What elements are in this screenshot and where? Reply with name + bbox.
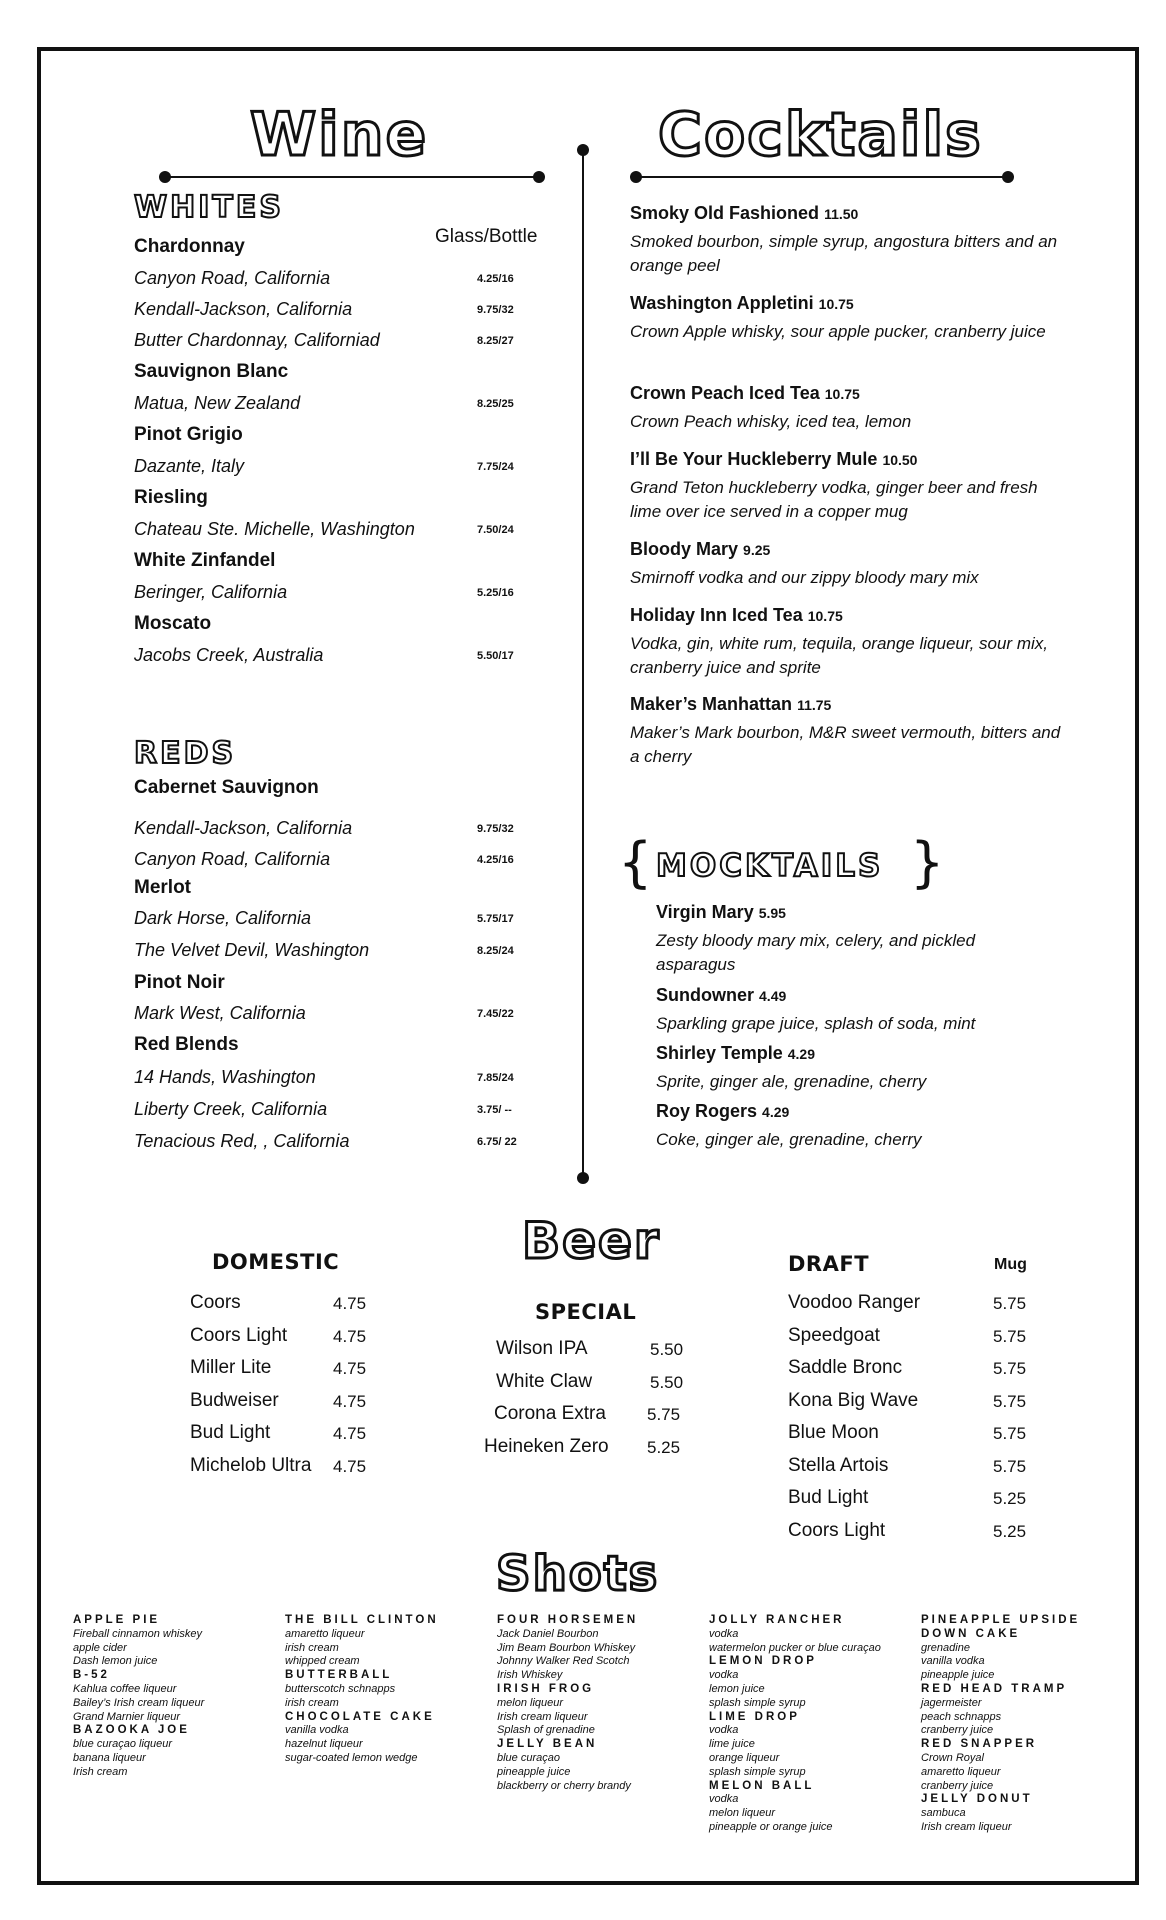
shot-name: RED SNAPPER	[921, 1738, 1038, 1751]
beer-price: 5.50	[650, 1372, 684, 1392]
mocktail-price: 5.95	[758, 905, 786, 921]
beer-price: 4.75	[333, 1456, 367, 1476]
right-brace-icon: }	[910, 831, 945, 894]
mocktail-description: Zesty bloody mary mix, celery, and pickled asparagus	[656, 931, 976, 974]
cocktail-price: 11.50	[824, 206, 859, 222]
shot-ingredient: sugar-coated lemon wedge	[285, 1751, 418, 1764]
mocktail-name	[656, 1043, 815, 1064]
beer-name: Coors Light	[788, 1519, 886, 1541]
wine-price: 7.50/24	[477, 524, 514, 536]
beer-price: 5.75	[993, 1456, 1027, 1476]
shot-ingredient: melon liqueur	[709, 1807, 776, 1820]
shot-ingredient: Irish cream liqueur	[921, 1820, 1012, 1833]
shot-ingredient: lime juice	[709, 1738, 755, 1751]
wine-producer: Chateau Ste. Michelle, Washington	[134, 519, 415, 539]
beer-name: Heineken Zero	[484, 1435, 609, 1457]
beer-price: 4.75	[333, 1326, 367, 1346]
wine-producer: Butter Chardonnay, Californiad	[134, 330, 380, 350]
mocktail-name	[656, 1101, 789, 1122]
beer-price: 5.75	[993, 1424, 1027, 1443]
mug-label: Mug	[994, 1256, 1027, 1273]
wine-producer: Jacobs Creek, Australia	[134, 645, 324, 665]
wine-producer: Beringer, California	[134, 582, 288, 602]
draft-heading: DRAFT	[788, 1252, 870, 1276]
wine-varietal: Moscato	[134, 613, 212, 634]
shot-ingredient: pineapple or orange juice	[709, 1820, 833, 1833]
shot-name: CHOCOLATE CAKE	[285, 1710, 435, 1723]
wine-producer: Canyon Road, California	[134, 849, 331, 869]
shot-ingredient: Crown Royal	[921, 1751, 984, 1764]
mocktails-heading: MOCKTAILS	[656, 848, 884, 884]
wine-varietal: Riesling	[134, 487, 208, 508]
wine-producer: Tenacious Red, , California	[134, 1131, 350, 1151]
cocktail-name-text: Maker’s Manhattan	[630, 694, 793, 714]
beer-name: Coors Light	[190, 1324, 288, 1346]
shot-ingredient: lemon juice	[709, 1682, 765, 1695]
cocktail-description: Crown Apple whisky, sour apple pucker, cranberry juice	[630, 322, 1046, 341]
shot-name: BUTTERBALL	[285, 1669, 393, 1682]
shot-ingredient: vanilla vodka	[921, 1655, 985, 1668]
shot-ingredient: Irish cream	[73, 1765, 128, 1778]
wine-producer: Kendall-Jackson, California	[134, 299, 353, 319]
beer-price: 5.75	[993, 1326, 1027, 1346]
cocktail-description: Smoked bourbon, simple syrup, angostura bitters and an orange peel	[630, 232, 1058, 275]
shot-ingredient: hazelnut liqueur	[285, 1738, 363, 1751]
shot-ingredient: whipped cream	[285, 1655, 360, 1668]
rule-end-dot	[630, 171, 642, 183]
cocktail-name	[630, 293, 854, 314]
shot-name: IRISH FROG	[497, 1682, 595, 1695]
wine-price: 8.25/25	[477, 398, 514, 410]
shot-name: LEMON DROP	[709, 1655, 817, 1668]
shot-ingredient: Johnny Walker Red Scotch	[497, 1655, 630, 1668]
beer-price: 5.75	[993, 1294, 1027, 1313]
wine-producer: Mark West, California	[134, 1003, 306, 1023]
shot-ingredient: irish cream	[285, 1696, 339, 1709]
beer-price: 5.25	[647, 1437, 681, 1457]
shot-ingredient: Fireball cinnamon whiskey	[73, 1627, 202, 1640]
wine-price: 4.25/16	[477, 854, 514, 866]
cocktail-price: 10.75	[807, 608, 843, 624]
divider-top-dot	[577, 144, 589, 156]
shots-column	[497, 1614, 702, 1793]
shot-name: JELLY DONUT	[921, 1793, 1033, 1806]
rule-end-dot	[159, 171, 171, 183]
wine-title-rule	[165, 176, 539, 178]
beer-price: 5.25	[993, 1489, 1027, 1508]
wine-price: 7.85/24	[477, 1072, 514, 1084]
wine-producer: The Velvet Devil, Washington	[134, 940, 370, 960]
shot-name: APPLE PIE	[73, 1614, 161, 1626]
beer-price: 5.75	[993, 1359, 1027, 1378]
shots-title: Shots	[496, 1546, 660, 1602]
wine-varietal: White Zinfandel	[134, 550, 276, 571]
shot-ingredient: banana liqueur	[73, 1751, 146, 1764]
shot-ingredient: Dash lemon juice	[73, 1655, 158, 1668]
shot-ingredient: blue curaçao liqueur	[73, 1738, 173, 1751]
whites-heading: WHITES	[134, 190, 284, 225]
wine-varietal: Merlot	[134, 877, 191, 898]
wine-varietal: Sauvignon Blanc	[134, 361, 289, 382]
beer-name: Corona Extra	[494, 1403, 606, 1424]
rule-end-dot	[1002, 171, 1014, 183]
beer-price: 4.75	[333, 1359, 367, 1378]
glass-bottle-label: Glass/Bottle	[435, 226, 538, 247]
wine-title: Wine	[250, 100, 429, 170]
cocktail-price: 9.25	[743, 542, 771, 558]
beer-name: Stella Artois	[788, 1454, 889, 1476]
shot-ingredient: pineapple juice	[921, 1669, 995, 1682]
beer-price: 5.75	[993, 1391, 1027, 1411]
shot-name: B-52	[73, 1669, 110, 1682]
shot-ingredient: cranberry juice	[921, 1779, 994, 1792]
cocktail-description: Vodka, gin, white rum, tequila, orange liqueur, sour mix, cranberry juice and sprite	[630, 634, 1048, 677]
shot-name: JELLY BEAN	[497, 1738, 598, 1751]
wine-price: 3.75/ --	[477, 1104, 512, 1116]
wine-varietal: Chardonnay	[134, 236, 245, 257]
shot-ingredient: vodka	[709, 1724, 739, 1737]
wine-producer: 14 Hands, Washington	[134, 1067, 316, 1087]
mocktail-description: Sparkling grape juice, splash of soda, mint	[656, 1014, 976, 1033]
wine-price: 8.25/27	[477, 335, 514, 347]
shot-ingredient: Jack Daniel Bourbon	[497, 1627, 599, 1640]
cocktail-name-text: Holiday Inn Iced Tea	[630, 605, 803, 625]
beer-price: 5.75	[647, 1405, 681, 1424]
shot-name: MELON BALL	[709, 1779, 815, 1792]
shot-ingredient: grenadine	[921, 1641, 970, 1654]
shots-column	[285, 1614, 490, 1766]
mocktail-name	[656, 985, 786, 1006]
shot-ingredient: amaretto liqueur	[285, 1627, 365, 1640]
beer-name: Coors	[190, 1292, 241, 1313]
wine-varietal: Red Blends	[134, 1034, 239, 1055]
wine-price: 8.25/24	[477, 945, 514, 957]
wine-price: 5.75/17	[477, 913, 514, 925]
shot-ingredient: splash simple syrup	[709, 1765, 806, 1778]
mocktail-price: 4.29	[762, 1104, 790, 1120]
mocktail-name-text: Shirley Temple	[656, 1043, 783, 1063]
shot-ingredient: Bailey’s Irish cream liqueur	[73, 1696, 205, 1709]
shot-name: RED HEAD TRAMP	[921, 1682, 1068, 1695]
divider-bottom-dot	[577, 1172, 589, 1184]
shots-column	[921, 1614, 1126, 1835]
beer-price: 4.75	[333, 1294, 367, 1313]
shot-ingredient: orange liqueur	[709, 1751, 780, 1764]
wine-price: 5.25/16	[477, 587, 514, 599]
shot-ingredient: vodka	[709, 1627, 739, 1640]
shot-ingredient: pineapple juice	[497, 1765, 571, 1778]
beer-name: Saddle Bronc	[788, 1357, 903, 1378]
rule-end-dot	[533, 171, 545, 183]
shot-ingredient: amaretto liqueur	[921, 1765, 1001, 1778]
beer-title: Beer	[522, 1212, 661, 1270]
shot-ingredient: watermelon pucker or blue curaçao	[709, 1641, 881, 1654]
shot-ingredient: cranberry juice	[921, 1724, 994, 1737]
cocktail-name	[630, 694, 831, 715]
beer-price: 4.75	[333, 1391, 367, 1411]
reds-heading: REDS	[134, 736, 237, 771]
shot-name: BAZOOKA JOE	[73, 1724, 190, 1737]
mocktail-description: Coke, ginger ale, grenadine, cherry	[656, 1130, 922, 1149]
shot-name: FOUR HORSEMEN	[497, 1614, 639, 1626]
center-divider	[582, 150, 584, 1180]
cocktails-title-rule	[636, 176, 1008, 178]
shot-ingredient: Kahlua coffee liqueur	[73, 1682, 177, 1695]
cocktail-price: 11.75	[797, 697, 832, 713]
domestic-heading: DOMESTIC	[212, 1250, 340, 1274]
beer-name: Speedgoat	[788, 1324, 880, 1346]
shot-ingredient: Jim Beam Bourbon Whiskey	[497, 1641, 636, 1654]
wine-price: 7.45/22	[477, 1008, 514, 1020]
wine-price: 9.75/32	[477, 304, 514, 316]
beer-name: Blue Moon	[788, 1422, 879, 1443]
wine-varietal: Cabernet Sauvignon	[134, 777, 319, 798]
beer-name: Miller Lite	[190, 1357, 272, 1378]
cocktail-name	[630, 449, 917, 470]
wine-price: 6.75/ 22	[477, 1136, 517, 1148]
shot-ingredient: Splash of grenadine	[497, 1724, 595, 1737]
cocktail-name-text: Bloody Mary	[630, 539, 739, 559]
beer-name: Michelob Ultra	[190, 1454, 312, 1476]
shot-ingredient: melon liqueur	[497, 1696, 564, 1709]
wine-producer: Kendall-Jackson, California	[134, 818, 353, 838]
wine-price: 4.25/16	[477, 273, 514, 285]
cocktail-name-text: Smoky Old Fashioned	[630, 203, 820, 223]
cocktail-description: Smirnoff vodka and our zippy bloody mary mix	[630, 568, 979, 587]
shot-name: PINEAPPLE UPSIDE DOWN CAKE	[921, 1614, 1081, 1640]
cocktail-name	[630, 539, 770, 560]
cocktail-name-text: Washington Appletini	[630, 293, 814, 313]
cocktail-description: Crown Peach whisky, iced tea, lemon	[630, 412, 912, 431]
shot-ingredient: blue curaçao	[497, 1751, 560, 1764]
wine-producer: Matua, New Zealand	[134, 393, 301, 413]
shots-column	[73, 1614, 278, 1780]
mocktail-name-text: Virgin Mary	[656, 902, 754, 922]
shot-ingredient: Grand Marnier liqueur	[73, 1710, 180, 1723]
shot-name: LIME DROP	[709, 1710, 800, 1723]
wine-producer: Dark Horse, California	[134, 908, 312, 928]
wine-price: 9.75/32	[477, 823, 514, 835]
shot-name: JOLLY RANCHER	[709, 1614, 845, 1626]
shot-ingredient: vodka	[709, 1669, 739, 1682]
beer-name: Bud Light	[788, 1487, 869, 1508]
cocktail-name	[630, 383, 860, 404]
cocktail-name	[630, 605, 843, 626]
mocktail-description: Sprite, ginger ale, grenadine, cherry	[656, 1072, 927, 1091]
shot-ingredient: vanilla vodka	[285, 1724, 349, 1737]
shot-ingredient: irish cream	[285, 1641, 339, 1654]
cocktail-price: 10.50	[882, 452, 918, 468]
mocktail-name	[656, 902, 786, 923]
beer-name: Kona Big Wave	[788, 1389, 919, 1411]
wine-varietal: Pinot Noir	[134, 972, 225, 993]
wine-producer: Canyon Road, California	[134, 268, 331, 288]
cocktail-description: Maker’s Mark bourbon, M&R sweet vermouth, bitters and a cherry	[630, 723, 1061, 766]
shot-ingredient: jagermeister	[921, 1696, 982, 1709]
shot-ingredient: Irish Whiskey	[497, 1669, 563, 1682]
mocktail-name-text: Sundowner	[656, 985, 754, 1005]
beer-name: Bud Light	[190, 1422, 271, 1443]
shot-ingredient: vodka	[709, 1793, 739, 1806]
beer-price: 4.75	[333, 1424, 367, 1443]
beer-name: Wilson IPA	[496, 1338, 588, 1359]
shot-ingredient: Irish cream liqueur	[497, 1710, 588, 1723]
beer-price: 5.50	[650, 1340, 684, 1359]
shot-name: THE BILL CLINTON	[285, 1614, 439, 1626]
mocktail-price: 4.49	[759, 988, 787, 1004]
wine-producer: Dazante, Italy	[134, 456, 245, 476]
shot-ingredient: apple cider	[73, 1641, 127, 1654]
wine-varietal: Pinot Grigio	[134, 424, 243, 445]
cocktail-description: Grand Teton huckleberry vodka, ginger beer and fresh lime over ice served in a copper mug	[630, 478, 1038, 521]
beer-name: White Claw	[496, 1370, 593, 1392]
cocktail-price: 10.75	[824, 386, 860, 402]
shot-ingredient: blackberry or cherry brandy	[497, 1779, 631, 1792]
beer-name: Voodoo Ranger	[788, 1292, 921, 1313]
cocktail-name-text: Crown Peach Iced Tea	[630, 383, 820, 403]
cocktail-name-text: I’ll Be Your Huckleberry Mule	[630, 449, 878, 469]
beer-name: Budweiser	[190, 1389, 279, 1411]
shot-ingredient: splash simple syrup	[709, 1696, 806, 1709]
cocktail-name	[630, 203, 858, 224]
shots-column	[709, 1614, 914, 1835]
cocktail-price: 10.75	[818, 296, 854, 312]
shot-ingredient: peach schnapps	[921, 1710, 1002, 1723]
cocktails-title: Cocktails	[658, 100, 983, 170]
wine-price: 5.50/17	[477, 650, 514, 662]
mocktail-price: 4.29	[787, 1046, 815, 1062]
shot-ingredient: butterscotch schnapps	[285, 1682, 396, 1695]
wine-price: 7.75/24	[477, 461, 514, 473]
mocktail-name-text: Roy Rogers	[656, 1101, 758, 1121]
beer-price: 5.25	[993, 1521, 1027, 1541]
wine-producer: Liberty Creek, California	[134, 1099, 328, 1119]
special-heading: SPECIAL	[535, 1300, 637, 1324]
shot-ingredient: sambuca	[921, 1807, 966, 1820]
left-brace-icon: {	[618, 831, 653, 894]
